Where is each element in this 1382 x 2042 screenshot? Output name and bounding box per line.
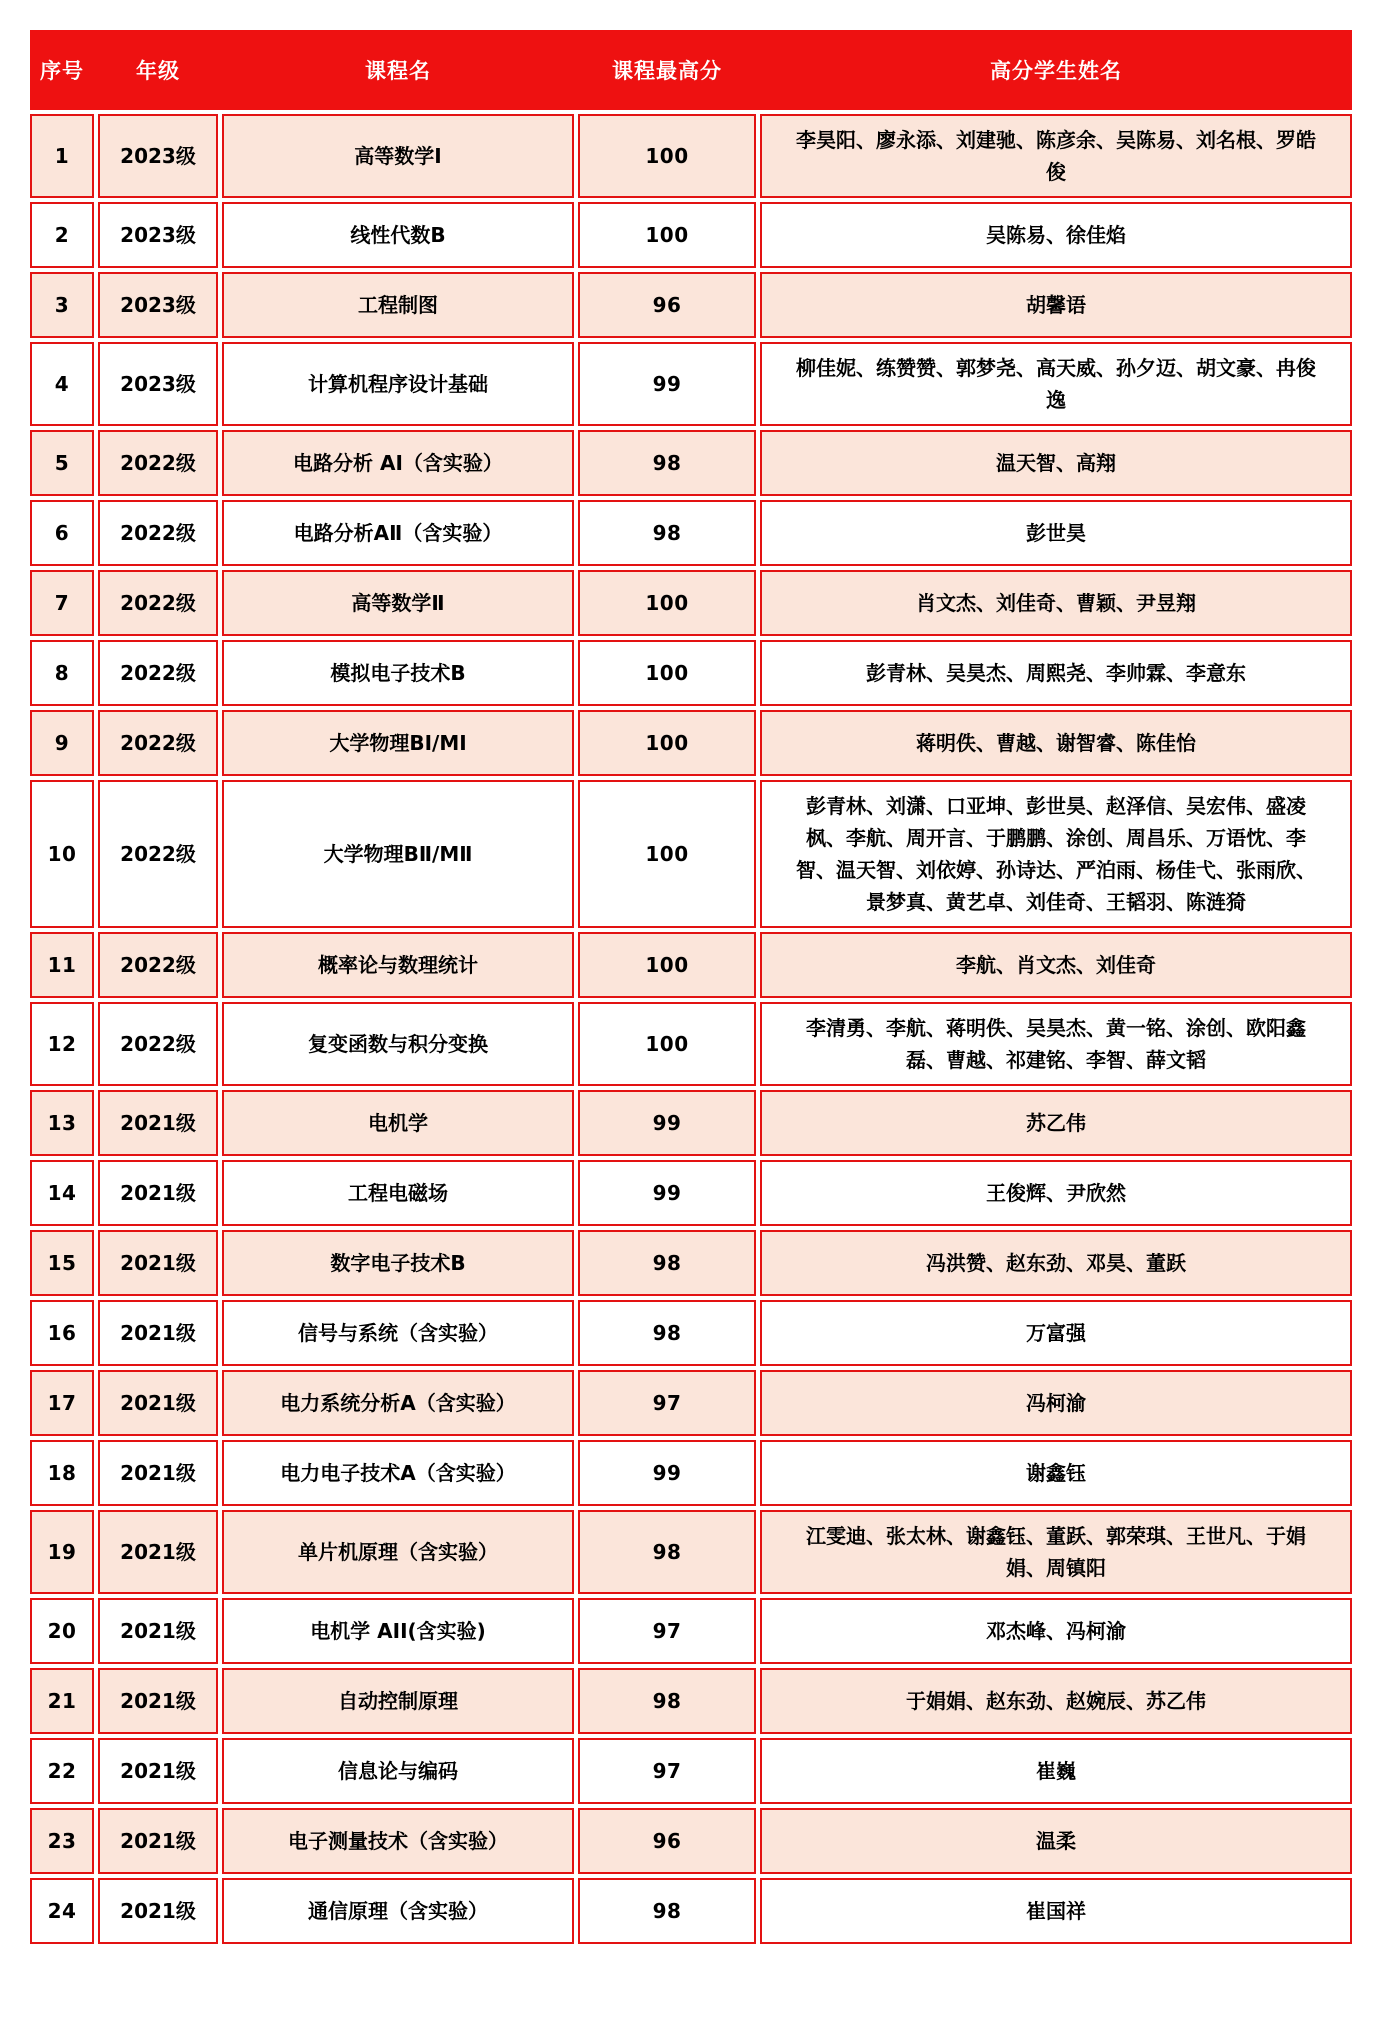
- cell-score: 100: [578, 114, 756, 198]
- cell-no: 13: [30, 1090, 94, 1156]
- cell-grade: 2021级: [98, 1370, 218, 1436]
- cell-no: 14: [30, 1160, 94, 1226]
- cell-course: 单片机原理（含实验）: [222, 1510, 574, 1594]
- table-row: [30, 710, 1352, 776]
- table-row: [30, 500, 1352, 566]
- cell-course: 通信原理（含实验）: [222, 1878, 574, 1944]
- cell-course: 工程制图: [222, 272, 574, 338]
- table-header: [30, 30, 1352, 110]
- cell-no: 15: [30, 1230, 94, 1296]
- cell-students: 温柔: [760, 1808, 1352, 1874]
- table-row: [30, 1230, 1352, 1296]
- cell-score: 100: [578, 640, 756, 706]
- cell-no: 17: [30, 1370, 94, 1436]
- cell-grade: 2023级: [98, 342, 218, 426]
- cell-no: 3: [30, 272, 94, 338]
- table-row: [30, 570, 1352, 636]
- cell-grade: 2022级: [98, 932, 218, 998]
- cell-students: 苏乙伟: [760, 1090, 1352, 1156]
- table-row: [30, 1598, 1352, 1664]
- cell-students: 谢鑫钰: [760, 1440, 1352, 1506]
- cell-score: 98: [578, 430, 756, 496]
- cell-no: 2: [30, 202, 94, 268]
- cell-score: 97: [578, 1370, 756, 1436]
- cell-score: 96: [578, 272, 756, 338]
- column-header-grade: 年级: [136, 59, 180, 83]
- cell-score: 99: [578, 1090, 756, 1156]
- cell-course: 信号与系统（含实验）: [222, 1300, 574, 1366]
- table-row: [30, 430, 1352, 496]
- cell-score: 99: [578, 342, 756, 426]
- cell-students: 崔国祥: [760, 1878, 1352, 1944]
- cell-no: 1: [30, 114, 94, 198]
- cell-no: 8: [30, 640, 94, 706]
- cell-students: 冯柯渝: [760, 1370, 1352, 1436]
- cell-score: 98: [578, 1300, 756, 1366]
- cell-score: 100: [578, 710, 756, 776]
- cell-students: 胡馨语: [760, 272, 1352, 338]
- column-header-index: 序号: [40, 59, 84, 83]
- cell-course: 大学物理BⅠ/MⅠ: [222, 710, 574, 776]
- cell-score: 98: [578, 500, 756, 566]
- cell-course: 高等数学Ⅰ: [222, 114, 574, 198]
- cell-grade: 2023级: [98, 272, 218, 338]
- cell-students: 李清勇、李航、蒋明佚、吴昊杰、黄一铭、涂创、欧阳鑫磊、曹越、祁建铭、李智、薛文韬: [760, 1002, 1352, 1086]
- cell-grade: 2021级: [98, 1598, 218, 1664]
- cell-students: 邓杰峰、冯柯渝: [760, 1598, 1352, 1664]
- cell-score: 100: [578, 932, 756, 998]
- cell-students: 温天智、高翔: [760, 430, 1352, 496]
- table-row: [30, 640, 1352, 706]
- cell-no: 24: [30, 1878, 94, 1944]
- cell-score: 100: [578, 202, 756, 268]
- cell-students: 王俊辉、尹欣然: [760, 1160, 1352, 1226]
- cell-no: 7: [30, 570, 94, 636]
- cell-score: 98: [578, 1230, 756, 1296]
- cell-course: 计算机程序设计基础: [222, 342, 574, 426]
- cell-students: 肖文杰、刘佳奇、曹颖、尹昱翔: [760, 570, 1352, 636]
- cell-course: 高等数学Ⅱ: [222, 570, 574, 636]
- cell-grade: 2022级: [98, 710, 218, 776]
- cell-course: 复变函数与积分变换: [222, 1002, 574, 1086]
- table-row: [30, 1160, 1352, 1226]
- cell-no: 4: [30, 342, 94, 426]
- cell-no: 21: [30, 1668, 94, 1734]
- cell-grade: 2022级: [98, 500, 218, 566]
- cell-course: 电路分析 AI（含实验）: [222, 430, 574, 496]
- table-row: [30, 342, 1352, 426]
- cell-course: 大学物理BⅡ/MⅡ: [222, 780, 574, 928]
- cell-grade: 2022级: [98, 640, 218, 706]
- cell-grade: 2022级: [98, 1002, 218, 1086]
- cell-no: 16: [30, 1300, 94, 1366]
- column-header-students: 高分学生姓名: [990, 59, 1122, 83]
- table-row: [30, 1002, 1352, 1086]
- cell-course: 电路分析AⅡ（含实验）: [222, 500, 574, 566]
- table-row: [30, 1878, 1352, 1944]
- cell-course: 电力电子技术A（含实验）: [222, 1440, 574, 1506]
- table-row: [30, 932, 1352, 998]
- cell-grade: 2022级: [98, 780, 218, 928]
- cell-students: 李航、肖文杰、刘佳奇: [760, 932, 1352, 998]
- cell-students: 吴陈易、徐佳焰: [760, 202, 1352, 268]
- cell-course: 工程电磁场: [222, 1160, 574, 1226]
- cell-no: 10: [30, 780, 94, 928]
- cell-score: 99: [578, 1440, 756, 1506]
- cell-no: 18: [30, 1440, 94, 1506]
- cell-score: 98: [578, 1510, 756, 1594]
- cell-grade: 2021级: [98, 1230, 218, 1296]
- cell-students: 江雯迪、张太林、谢鑫钰、董跃、郭荣琪、王世凡、于娟娟、周镇阳: [760, 1510, 1352, 1594]
- cell-no: 5: [30, 430, 94, 496]
- cell-score: 96: [578, 1808, 756, 1874]
- cell-grade: 2022级: [98, 430, 218, 496]
- cell-score: 100: [578, 1002, 756, 1086]
- cell-students: 于娟娟、赵东劲、赵婉辰、苏乙伟: [760, 1668, 1352, 1734]
- table-row: [30, 1090, 1352, 1156]
- table-row: [30, 1440, 1352, 1506]
- cell-grade: 2021级: [98, 1160, 218, 1226]
- cell-score: 100: [578, 780, 756, 928]
- cell-score: 98: [578, 1668, 756, 1734]
- table-row: [30, 202, 1352, 268]
- table-row: [30, 1668, 1352, 1734]
- cell-score: 97: [578, 1598, 756, 1664]
- cell-students: 冯洪赞、赵东劲、邓昊、董跃: [760, 1230, 1352, 1296]
- cell-students: 彭青林、吴昊杰、周熙尧、李帅霖、李意东: [760, 640, 1352, 706]
- cell-students: 万富强: [760, 1300, 1352, 1366]
- table-row: [30, 272, 1352, 338]
- column-header-course: 课程名: [365, 59, 431, 83]
- cell-students: 蒋明佚、曹越、谢智睿、陈佳怡: [760, 710, 1352, 776]
- column-header-score: 课程最高分: [612, 59, 722, 83]
- cell-no: 12: [30, 1002, 94, 1086]
- table-body: [30, 114, 1352, 1944]
- cell-students: 彭世昊: [760, 500, 1352, 566]
- cell-no: 19: [30, 1510, 94, 1594]
- cell-score: 98: [578, 1878, 756, 1944]
- cell-course: 电机学 AII(含实验): [222, 1598, 574, 1664]
- cell-grade: 2023级: [98, 202, 218, 268]
- cell-grade: 2021级: [98, 1300, 218, 1366]
- cell-no: 22: [30, 1738, 94, 1804]
- cell-course: 模拟电子技术B: [222, 640, 574, 706]
- cell-course: 概率论与数理统计: [222, 932, 574, 998]
- cell-course: 自动控制原理: [222, 1668, 574, 1734]
- cell-course: 数字电子技术B: [222, 1230, 574, 1296]
- cell-course: 线性代数B: [222, 202, 574, 268]
- cell-score: 97: [578, 1738, 756, 1804]
- cell-course: 电力系统分析A（含实验）: [222, 1370, 574, 1436]
- table-row: [30, 780, 1352, 928]
- cell-grade: 2021级: [98, 1090, 218, 1156]
- cell-grade: 2021级: [98, 1440, 218, 1506]
- cell-grade: 2023级: [98, 114, 218, 198]
- cell-no: 11: [30, 932, 94, 998]
- table-row: [30, 1808, 1352, 1874]
- cell-no: 20: [30, 1598, 94, 1664]
- cell-grade: 2021级: [98, 1878, 218, 1944]
- cell-students: 柳佳妮、练赞赞、郭梦尧、高天威、孙夕迈、胡文豪、冉俊逸: [760, 342, 1352, 426]
- cell-grade: 2021级: [98, 1738, 218, 1804]
- cell-grade: 2021级: [98, 1808, 218, 1874]
- table-row: [30, 1738, 1352, 1804]
- cell-grade: 2022级: [98, 570, 218, 636]
- cell-no: 9: [30, 710, 94, 776]
- cell-course: 电机学: [222, 1090, 574, 1156]
- cell-score: 100: [578, 570, 756, 636]
- scores-table: [30, 30, 1352, 1944]
- table-row: [30, 1370, 1352, 1436]
- cell-grade: 2021级: [98, 1510, 218, 1594]
- cell-students: 李昊阳、廖永添、刘建驰、陈彦余、吴陈易、刘名根、罗皓俊: [760, 114, 1352, 198]
- table-row: [30, 1300, 1352, 1366]
- table-row: [30, 114, 1352, 198]
- cell-students: 崔巍: [760, 1738, 1352, 1804]
- cell-students: 彭青林、刘潇、口亚坤、彭世昊、赵泽信、吴宏伟、盛凌枫、李航、周开言、于鹏鹏、涂创、周昌乐、万语忱、李智、温天智、刘依婷、孙诗达、严泊雨、杨佳弋、张雨欣、景梦真、黄艺卓、刘佳奇、王韬羽、陈涟猗: [760, 780, 1352, 928]
- cell-score: 99: [578, 1160, 756, 1226]
- cell-course: 电子测量技术（含实验）: [222, 1808, 574, 1874]
- cell-no: 6: [30, 500, 94, 566]
- table-row: [30, 1510, 1352, 1594]
- cell-course: 信息论与编码: [222, 1738, 574, 1804]
- cell-no: 23: [30, 1808, 94, 1874]
- cell-grade: 2021级: [98, 1668, 218, 1734]
